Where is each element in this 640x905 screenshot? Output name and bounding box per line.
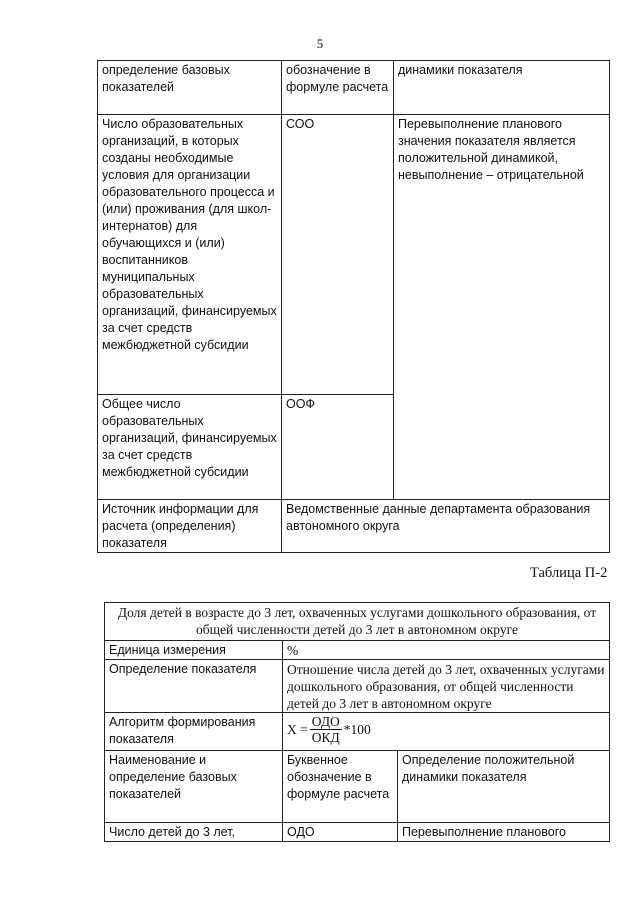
table-row [105, 823, 610, 842]
header-dynamics: Определение положительной динамики показателя [398, 751, 610, 823]
formula-fraction [310, 714, 342, 745]
unit-label: Единица измерения [105, 641, 283, 660]
row-indicator-name: Общее число образовательных организаций, финансируемых за счет средств межбюджетной субсидии [98, 395, 282, 500]
definition-row [105, 660, 610, 713]
header-base-indicators: Наименование и определение базовых показателей [105, 751, 283, 823]
algorithm-row [105, 713, 610, 751]
table-title: Доля детей в возрасте до 3 лет, охваченных услугами дошкольного образования, от общей численности детей до 3 лет в автономном округе [105, 603, 610, 641]
header-base-indicators: определение базовых показателей [98, 61, 282, 115]
algorithm-label: Алгоритм формирования показателя [105, 713, 283, 751]
formula-denominator: ОКД [311, 730, 340, 745]
table-row [98, 115, 610, 395]
source-row [98, 500, 610, 553]
definition-value: Отношение числа детей до 3 лет, охваченных услугами дошкольного образования, от общей численности детей до 3 лет в автономном округе [283, 660, 610, 713]
unit-row [105, 641, 610, 660]
unit-value: % [283, 641, 610, 660]
row-indicator-code: ООФ [282, 395, 394, 500]
row-indicator-name: Число образовательных организаций, в которых созданы необходимые условия для организации образовательного процесса и (или) проживания (для школ-интернатов) для обучающихся и (или) воспитанников муниципальных образовательных организаций, финансируемых за счет средств межбюджетной субсидии [98, 115, 282, 395]
row-indicator-code: ОДО [283, 823, 398, 842]
table-title-row [105, 603, 610, 641]
formula-lhs: X = [287, 722, 308, 737]
table-caption: Таблица П-2 [530, 565, 608, 581]
header-formula-symbol: обозначение в формуле расчета [282, 61, 394, 115]
indicator-table-p2 [104, 602, 610, 842]
formula [287, 714, 371, 745]
definition-label: Определение показателя [105, 660, 283, 713]
row-indicator-code: СОО [282, 115, 394, 395]
algorithm-formula [283, 713, 610, 751]
row-dynamics: Перевыполнение планового значения показателя является положительной динамикой, невыполнение – отрицательной [394, 115, 610, 500]
header-formula-symbol: Буквенное обозначение в формуле расчета [283, 751, 398, 823]
formula-multiplier: *100 [343, 722, 371, 737]
indicator-table-continued [97, 60, 610, 553]
source-label: Источник информации для расчета (определения) показателя [98, 500, 282, 553]
table-header-row [105, 751, 610, 823]
row-indicator-name: Число детей до 3 лет, [105, 823, 283, 842]
source-value: Ведомственные данные департамента образования автономного округа [282, 500, 610, 553]
page-number: 5 [316, 36, 324, 51]
header-dynamics: динамики показателя [394, 61, 610, 115]
row-dynamics: Перевыполнение планового [398, 823, 610, 842]
formula-numerator: ОДО [311, 714, 340, 729]
table-header-row [98, 61, 610, 115]
